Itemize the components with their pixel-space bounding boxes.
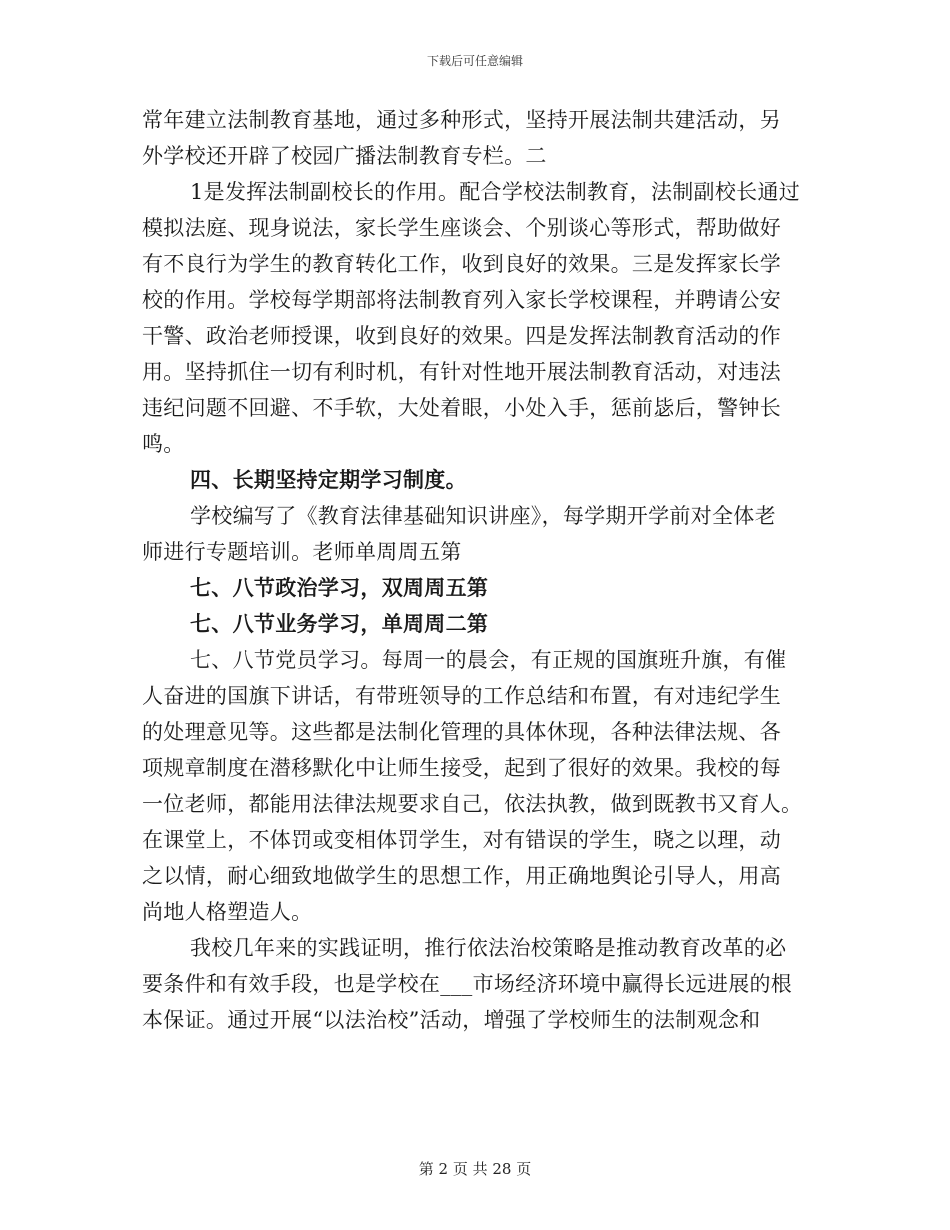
page-number: 第 2 页 共 28 页 bbox=[418, 1160, 532, 1178]
paragraph-line: 鸣。 bbox=[142, 432, 185, 456]
paragraph-line: 干警、政治老师授课，收到良好的效果。四是发挥法制教育活动的作 bbox=[142, 324, 781, 348]
header-note: 下载后可任意编辑 bbox=[426, 54, 523, 68]
paragraph-line: 师进行专题培训。老师单周周五第 bbox=[142, 540, 462, 564]
section-heading-line: 七、八节业务学习，单周周二第 bbox=[190, 611, 489, 636]
paragraph-line: 的处理意见等。这些都是法制化管理的具体休现，各种法律法规、各 bbox=[142, 720, 781, 744]
paragraph-line: 尚地人格塑造人。 bbox=[142, 900, 313, 924]
paragraph-line: 在课堂上，不体罚或变相体罚学生，对有错误的学生，晓之以理，动 bbox=[142, 828, 781, 852]
paragraph-line: 外学校还开辟了校园广播法制教育专栏。二 bbox=[142, 144, 547, 168]
paragraph-line: 七、八节党员学习。每周一的晨会，有正规的国旗班升旗，有催 bbox=[190, 648, 787, 672]
section-heading-line: 四、长期坚持定期学习制度。 bbox=[190, 467, 467, 492]
paragraph-line: 校的作用。学校每学期部将法制教育列入家长学校课程，并聘请公安 bbox=[142, 288, 781, 312]
paragraph-line: 项规章制度在潜移默化中让师生接受，起到了很好的效果。我校的每 bbox=[142, 756, 781, 780]
paragraph-line: 常年建立法制教育基地，通过多种形式，坚持开展法制共建活动，另 bbox=[142, 108, 781, 132]
paragraph-line: 1是发挥法制副校长的作用。配合学校法制教育，法制副校长通过 bbox=[190, 180, 801, 204]
document-body bbox=[142, 102, 812, 1038]
paragraph-line: 模拟法庭、现身说法，家长学生座谈会、个别谈心等形式，帮助做好 bbox=[142, 216, 781, 240]
paragraph-line: 要条件和有效手段，也是学校在___市场经济环境中赢得长远进展的根 bbox=[142, 972, 793, 996]
paragraph-line: 用。坚持抓住一切有利时机，有针对性地开展法制教育活动，对违法 bbox=[142, 360, 781, 384]
paragraph-line: 本保证。通过开展“以法治校”活动，增强了学校师生的法制观念和 bbox=[142, 1008, 761, 1032]
paragraph-line: 之以情，耐心细致地做学生的思想工作，用正确地舆论引导人，用高 bbox=[142, 864, 781, 888]
paragraph-line: 人奋进的国旗下讲话，有带班领导的工作总结和布置，有对违纪学生 bbox=[142, 684, 781, 708]
paragraph-line: 一位老师，都能用法律法规要求自己，依法执教，做到既教书又育人。 bbox=[142, 792, 803, 816]
paragraph-line: 我校几年来的实践证明，推行依法治校策略是推动教育改革的必 bbox=[190, 936, 787, 960]
paragraph-line: 学校编写了《教育法律基础知识讲座》，每学期开学前对全体老 bbox=[190, 504, 776, 528]
section-heading-line: 七、八节政治学习，双周周五第 bbox=[190, 575, 489, 600]
paragraph-line: 违纪问题不回避、不手软，大处着眼，小处入手，惩前毖后，警钟长 bbox=[142, 396, 781, 420]
paragraph-line: 有不良行为学生的教育转化工作，收到良好的效果。三是发挥家长学 bbox=[142, 252, 781, 276]
